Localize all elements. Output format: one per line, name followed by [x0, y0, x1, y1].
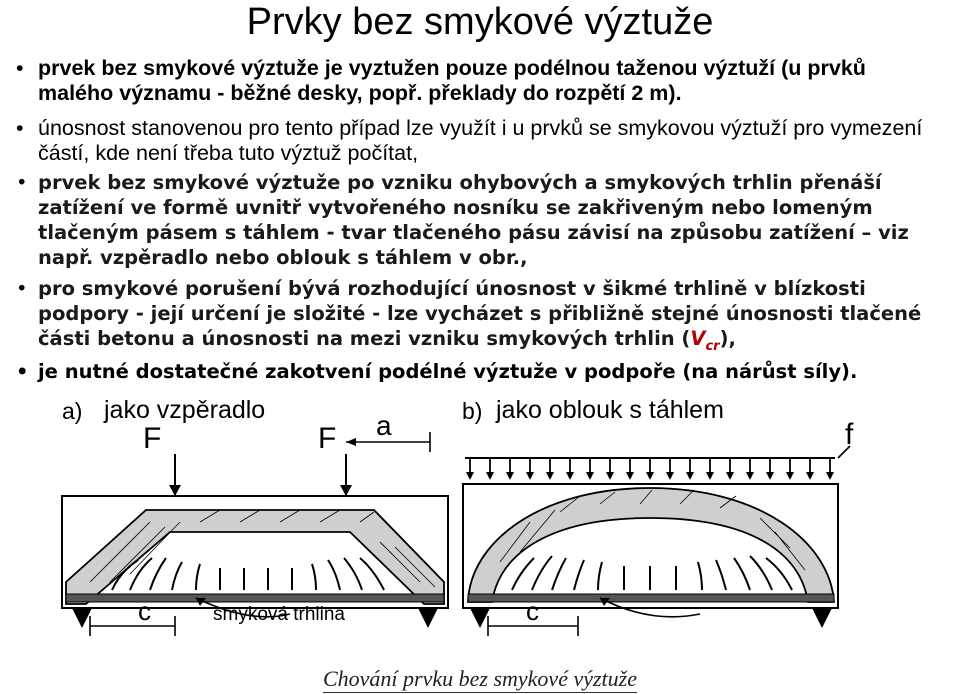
- vcr-symbol: [690, 327, 720, 354]
- label-crack: smyková trhlina: [213, 604, 345, 625]
- bullet-text-1: prvek bez smykové výztuže je vyztužen pouze podélnou taženou výztuží (u prvků malého významu - běžné desky, popř. překlady do rozpětí 2 m).: [38, 56, 866, 105]
- tension-tie: [66, 594, 444, 602]
- label-force-left: F: [143, 422, 162, 455]
- bullet-dot: •: [16, 56, 24, 80]
- bullet-text-4-main: pro smykové porušení bývá rozhodující únosnost v šikmé trhlině v blízkosti podpory - její určení je složité - lze vycházet s přibližně stejné únosnosti tlačené části betonu a únosnosti na mezi vzniku smykových trhlin (: [38, 277, 922, 350]
- beam-figure: [0, 392, 960, 694]
- list-item: [16, 170, 946, 270]
- load-arrows: [470, 458, 830, 474]
- label-a: jako vzpěradlo: [104, 396, 266, 424]
- caption-text: Chování prvku bez smykové výztuže: [322, 666, 637, 691]
- vcr-letter: V: [690, 327, 706, 350]
- cracks-b: [512, 556, 792, 590]
- vcr-subscript: cr: [705, 338, 720, 354]
- arrow-head-left: [169, 485, 181, 496]
- arrow-head-right: [340, 485, 352, 496]
- support-right: [418, 608, 438, 628]
- bullet-dot: •: [16, 116, 24, 140]
- support-left-b: [470, 608, 490, 628]
- list-item: [16, 116, 946, 166]
- tension-tie-b: [468, 594, 834, 602]
- bullet-text-2: únosnost stanovenou pro tento případ lze využít i u prvků se smykovou výztuží pro vymezení částí, kde není třeba tuto výztuž počítat,: [38, 116, 923, 165]
- cracks-a: [112, 558, 384, 590]
- label-load-f: f: [845, 418, 854, 451]
- label-b: jako oblouk s táhlem: [496, 396, 724, 424]
- dim-a-arrow: [346, 438, 356, 446]
- bullet-text-3: prvek bez smykové výztuže po vzniku ohybových a smykových trhlin přenáší zatížení ve formě uvnitř vytvořeného nosníku se zakřiveným nebo lomeným tlačeným pásem s táhlem - tvar tlačeného pásu závisí na způsobu zatížení – viz např. vzpěradlo nebo oblouk s táhlem v obr.,: [38, 171, 909, 269]
- label-c-left: c: [138, 596, 151, 626]
- figure-caption: [0, 666, 960, 692]
- label-dim-a: a: [376, 410, 392, 441]
- bullet-text-4: [38, 276, 946, 359]
- bullet-text-4-tail: ),: [719, 327, 736, 350]
- list-item: [16, 276, 946, 359]
- bullet-dot: •: [16, 171, 28, 194]
- support-right-b: [812, 608, 832, 628]
- bullet-text-5: je nutné dostatečné zakotvení podélné výztuže v podpoře (na nárůst síly).: [38, 360, 858, 383]
- bullet-dot: •: [16, 360, 29, 383]
- label-b-letter: b): [462, 398, 483, 424]
- list-item: [16, 56, 946, 106]
- label-a-letter: a): [62, 398, 83, 424]
- label-c-right: c: [526, 596, 539, 626]
- bullet-dot: •: [16, 277, 28, 300]
- page-title: Prvky bez smykové výztuže: [246, 1, 714, 43]
- list-item: [16, 359, 946, 384]
- compression-strut: [66, 510, 444, 604]
- beam-b: [463, 446, 850, 636]
- support-left: [72, 608, 92, 628]
- label-force-right: F: [318, 422, 337, 455]
